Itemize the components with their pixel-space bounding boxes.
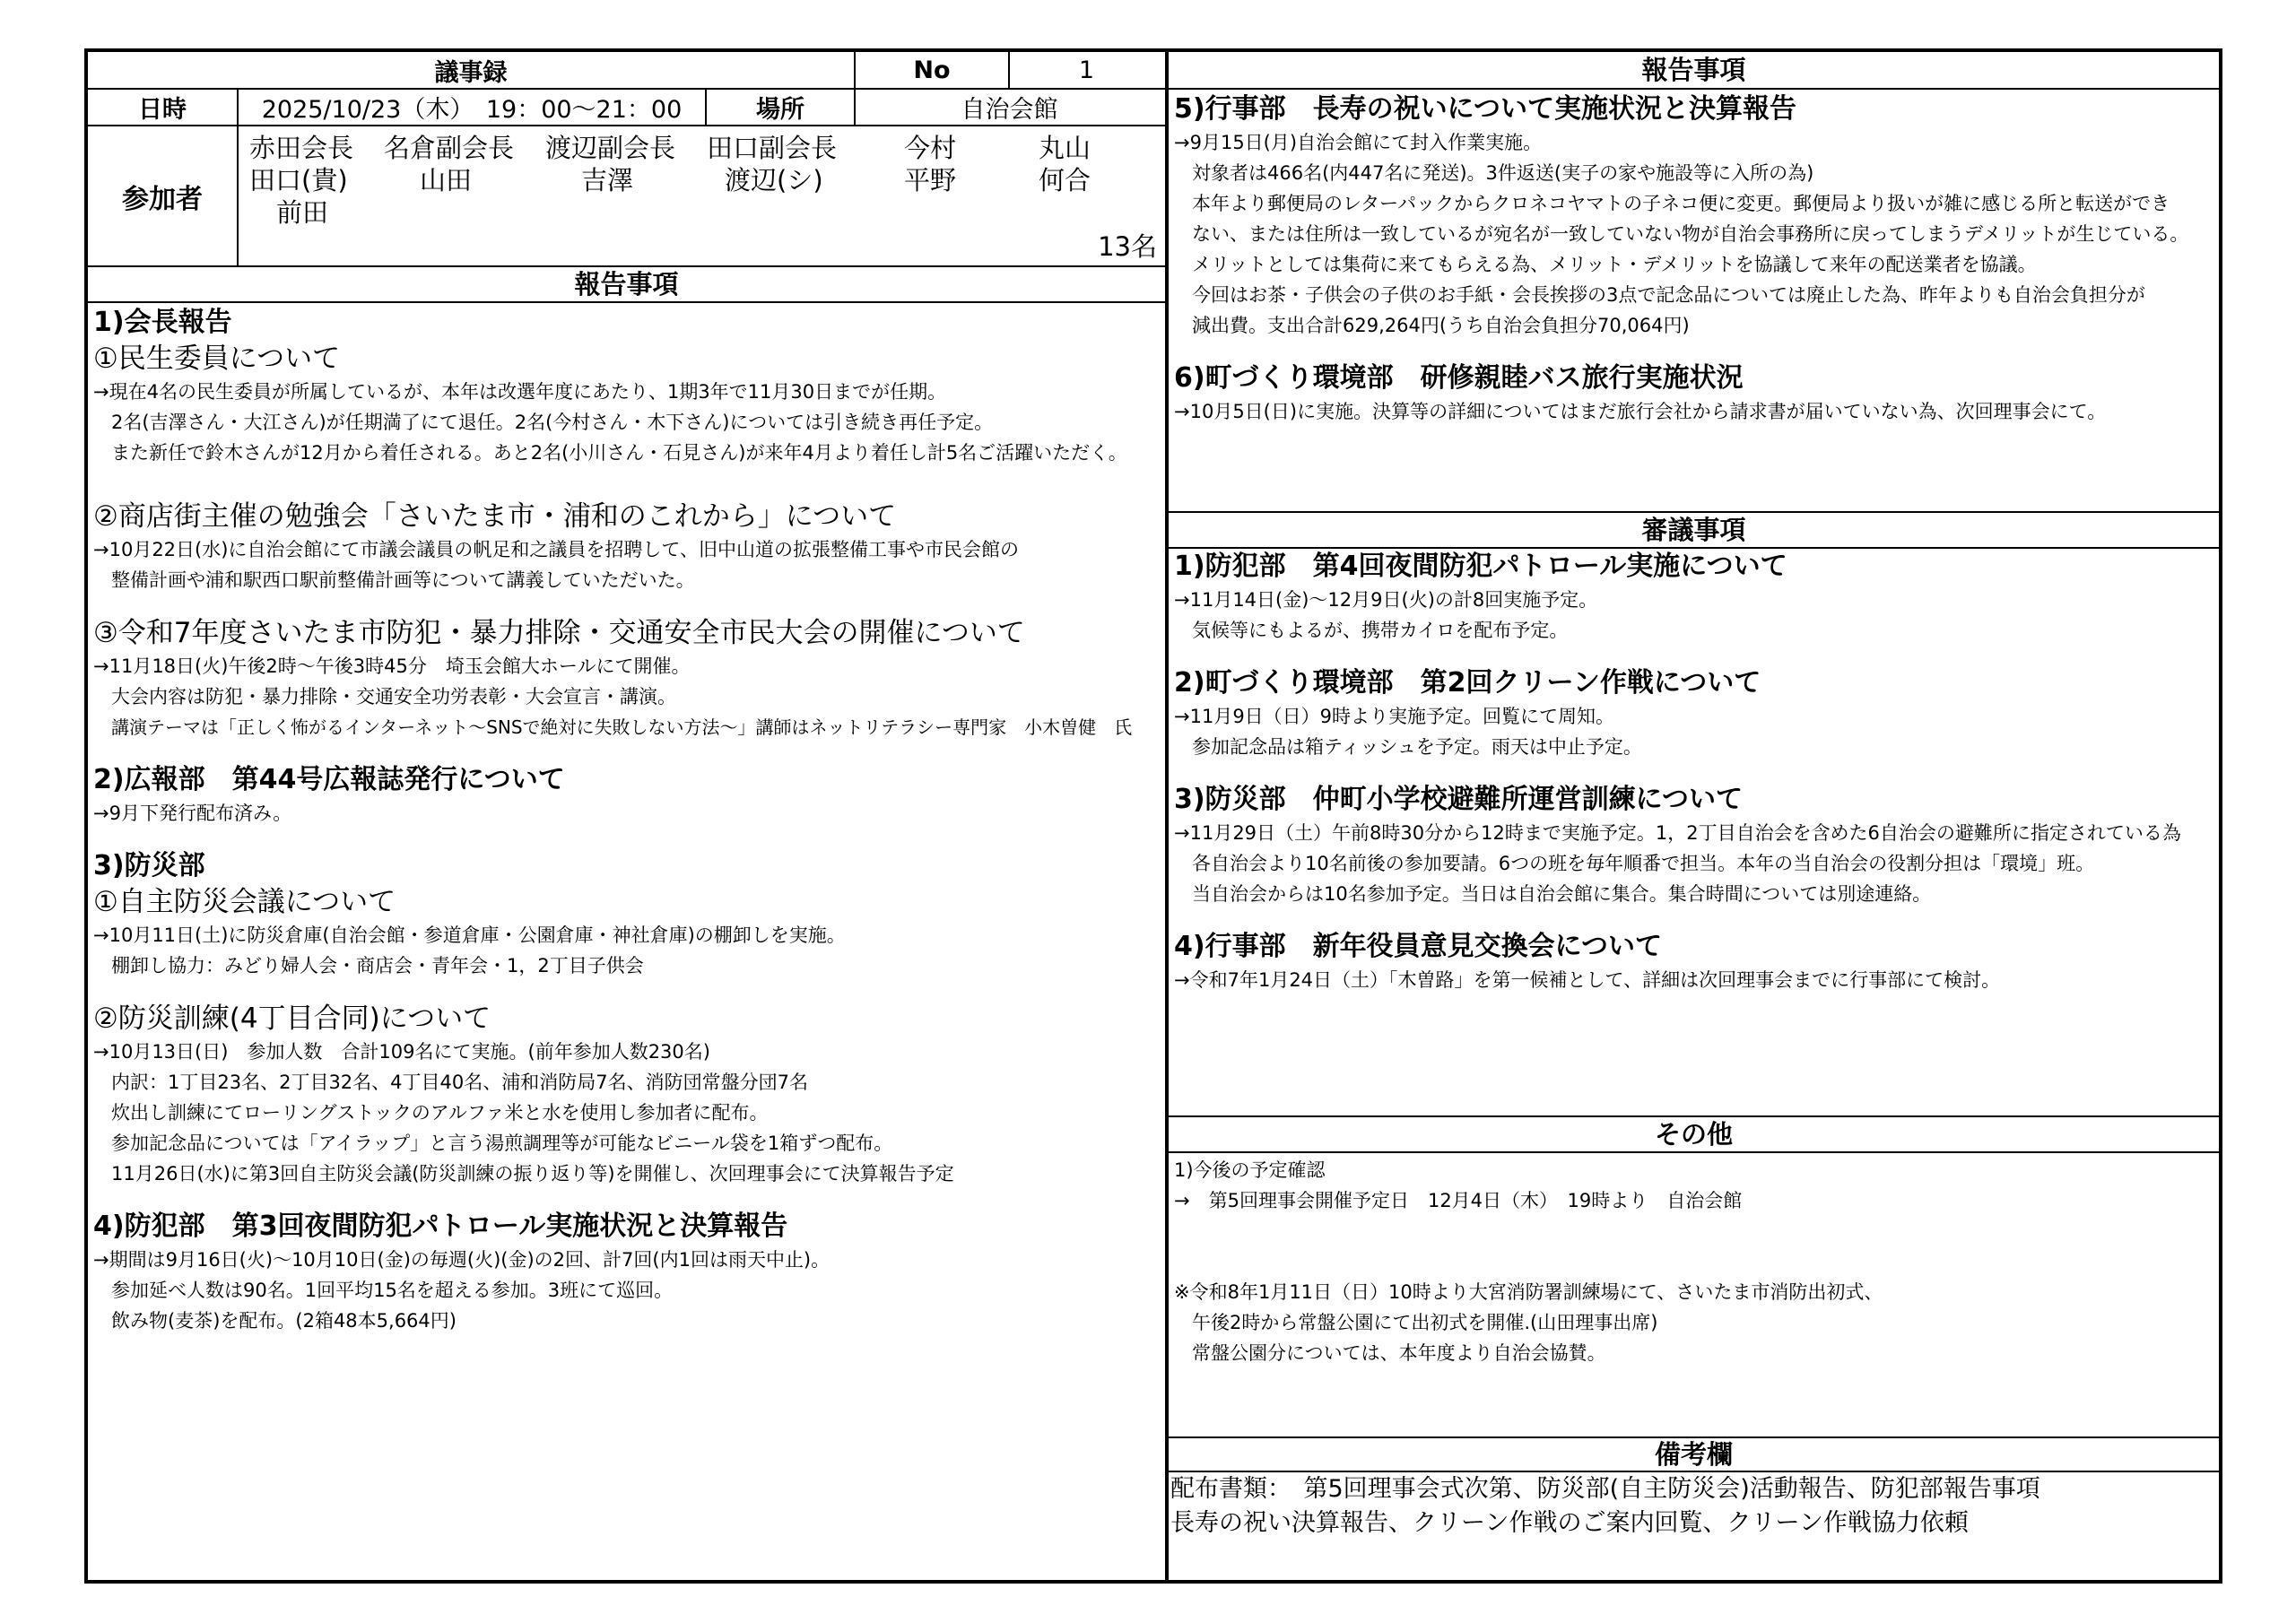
participant: 田口(貴)	[249, 165, 348, 195]
body-line: →11月29日（土）午前8時30分から12時まで実施予定。1，2丁目自治会を含めた6自治会の避難所に指定されている為	[1174, 822, 2181, 844]
participants-row	[249, 196, 1128, 229]
body-line: →9月下発行配布済み。	[93, 803, 292, 824]
body-line: 各自治会より10名前後の参加要請。6つの班を毎年順番で担当。本年の当自治会の役割分担は「環境」班。	[1192, 853, 2095, 874]
body-line: 大会内容は防犯・暴力排除・交通安全功労表彰・大会宣言・講演。	[111, 686, 676, 707]
participant: 田口副会長	[707, 133, 838, 163]
body-line: また新任で鈴木さんが12月から着任される。あと2名(小川さん・石見さん)が来年4月より着任し計5名ご活躍いただく。	[111, 442, 1127, 464]
note-line: 常盤公園分については、本年度より自治会協賛。	[1192, 1342, 1606, 1364]
body-line: 参加延べ人数は90名。1回平均15名を超える参加。3班にて巡回。	[111, 1280, 674, 1301]
number-value: 1	[1078, 56, 1095, 84]
minutes-frame	[84, 48, 2222, 1584]
section-heading: 3)防災部	[93, 850, 205, 881]
section-heading: 4)行事部 新年役員意見交換会について	[1174, 931, 1662, 962]
report-body	[1174, 91, 2213, 427]
subsection-heading: ②防災訓練(4丁目合同)について	[93, 1002, 491, 1035]
place-label: 場所	[756, 96, 804, 124]
participant: 名倉副会長	[384, 133, 515, 163]
body-line: 11月26日(水)に第3回自主防災会議(防災訓練の振り返り等)を開催し、次回理事会にて決算報告予定	[111, 1163, 954, 1185]
body-line: 気候等にもよるが、携帯カイロを配布予定。	[1192, 620, 1569, 641]
body-line: →11月9日（日）9時より実施予定。回覧にて周知。	[1174, 706, 1615, 727]
number-label: No	[913, 56, 951, 84]
date-label: 日時	[138, 96, 187, 124]
body-line: →令和7年1月24日（土）「木曽路」を第一候補として、詳細は次回理事会までに行事部にて検討。	[1174, 969, 2001, 991]
participant: 吉澤	[581, 165, 634, 195]
participant: 渡辺副会長	[545, 133, 676, 163]
body-line: →10月22日(水)に自治会館にて市議会議員の帆足和之議員を招聘して、旧中山道の拡張整備工事や市民会館の	[93, 539, 1020, 560]
participant: 平野	[904, 165, 957, 195]
body-line: →11月14日(金)～12月9日(火)の計8回実施予定。	[1174, 589, 1598, 611]
left-column	[88, 52, 1169, 1580]
participants-count: 13名	[1098, 231, 1157, 262]
participants-row	[249, 164, 1128, 196]
body-line: 対象者は466名(内447名に発送)。3件返送(実子の家や施設等に入所の為)	[1192, 162, 1814, 184]
note-line: 午後2時から常盤公園にて出初式を開催.(山田理事出席)	[1192, 1312, 1658, 1333]
subsection-heading: ②商店街主催の勉強会「さいたま市・浦和のこれから」について	[93, 500, 897, 533]
body-line: 1)今後の予定確認	[1174, 1159, 1326, 1181]
body-line: →10月13日(日) 参加人数 合計109名にて実施。(前年参加人数230名)	[93, 1041, 710, 1063]
right-column	[1169, 52, 2219, 1580]
participants-rows	[249, 132, 1128, 229]
deliberation-section-title: 審議事項	[1641, 515, 1746, 545]
body-line: 今回はお茶・子供会の子供のお手紙・会長挨拶の3点で記念品については廃止した為、昨年よりも自治会負担分が	[1192, 284, 2145, 306]
participant: 山田	[420, 165, 473, 195]
participant: 丸山	[1039, 133, 1091, 163]
left-section-title: 報告事項	[574, 269, 679, 299]
place-value: 自治会館	[961, 96, 1058, 124]
remarks-body	[1170, 1472, 2213, 1541]
body-line: →11月18日(火)午後2時～午後3時45分 埼玉会館大ホールにて開催。	[93, 655, 691, 677]
body-line: →期間は9月16日(火)～10月10日(金)の毎週(火)(金)の2回、計7回(内1回は雨天中止)。	[93, 1249, 831, 1271]
date-value: 2025/10/23（木） 19：00～21：00	[261, 96, 683, 124]
body-line: メリットとしては集荷に来てもらえる為、メリット・デメリットを協議して来年の配送業者を協議。	[1192, 254, 2037, 275]
section-heading: 6)町づくり環境部 研修親睦バス旅行実施状況	[1174, 362, 1744, 394]
body-line: →10月5日(日)に実施。決算等の詳細についてはまだ旅行会社から請求書が届いていない為、次回理事会にて。	[1174, 401, 2107, 422]
body-line: 炊出し訓練にてローリングストックのアルファ米と水を使用し参加者に配布。	[111, 1102, 769, 1124]
participant: 何合	[1039, 165, 1091, 195]
body-line: 参加記念品については「アイラップ」と言う湯煎調理等が可能なビニール袋を1箱ずつ配布。	[111, 1133, 893, 1154]
section-heading: 1)防犯部 第4回夜間防犯パトロール実施について	[1174, 551, 1787, 582]
other-section-title: その他	[1654, 1119, 1733, 1150]
body-line: 飲み物(麦茶)を配布。(2箱48本5,664円)	[111, 1310, 457, 1332]
other-body	[1174, 1155, 2213, 1368]
left-body	[93, 305, 1160, 1336]
body-line: 本年より郵便局のレターパックからクロネコヤマトの子ネコ便に変更。郵便局より扱いが雑に感じる所と転送ができ	[1192, 193, 2170, 214]
remarks-line: 長寿の祝い決算報告、クリーン作戦のご案内回覧、クリーン作戦協力依頼	[1170, 1509, 1969, 1537]
body-line: 2名(吉澤さん・大江さん)が任期満了にて退任。2名(今村さん・木下さん)については引き続き再任予定。	[111, 412, 994, 433]
body-line: → 第5回理事会開催予定日 12月4日（木） 19時より 自治会館	[1174, 1190, 1743, 1211]
participants-list	[240, 126, 1161, 265]
body-line: 整備計画や浦和駅西口駅前整備計画等について講義していただいた。	[111, 569, 695, 591]
body-line: 講演テーマは「正しく怖がるインターネット～SNSで絶対に失敗しない方法～」講師はネットリテラシー専門家 小木曽健 氏	[111, 716, 1133, 738]
body-line: ない、または住所は一致しているが宛名が一致していない物が自治会事務所に戻ってしまうデメリットが生じている。	[1192, 223, 2189, 245]
body-line: 棚卸し協力：みどり婦人会・商店会・青年会・1，2丁目子供会	[111, 955, 644, 976]
body-line: 減出費。支出合計629,264円(うち自治会負担分70,064円)	[1192, 315, 1690, 336]
report-section-title: 報告事項	[1641, 55, 1746, 85]
section-heading: 2)町づくり環境部 第2回クリーン作戦について	[1174, 667, 1761, 699]
body-line: 参加記念品は箱ティッシュを予定。雨天は中止予定。	[1192, 736, 1642, 758]
section-heading: 5)行事部 長寿の祝いについて実施状況と決算報告	[1174, 93, 1796, 125]
participants-row	[249, 132, 1128, 164]
deliberation-body	[1174, 549, 2213, 995]
body-line: 内訳：1丁目23名、2丁目32名、4丁目40名、浦和消防局7名、消防団常盤分団7名	[111, 1072, 808, 1093]
document-title: 議事録	[434, 58, 508, 87]
subsection-heading: ①自主防災会議について	[93, 886, 396, 918]
note-line: ※令和8年1月11日（日）10時より大宮消防署訓練場にて、さいたま市消防出初式、	[1174, 1281, 1883, 1303]
remarks-section-title: 備考欄	[1654, 1439, 1733, 1470]
body-line: →現在4名の民生委員が所属しているが、本年は改選年度にあたり、1期3年で11月30日までが任期。	[93, 381, 947, 403]
subsection-heading: ③令和7年度さいたま市防犯・暴力排除・交通安全市民大会の開催について	[93, 617, 1025, 649]
subsection-heading: ①民生委員について	[93, 343, 341, 375]
participant: 前田	[276, 197, 329, 228]
participants-label: 参加者	[122, 183, 203, 215]
body-line: →10月11日(土)に防災倉庫(自治会館・参道倉庫・公園倉庫・神社倉庫)の棚卸しを実施。	[93, 924, 846, 946]
body-line: →9月15日(月)自治会館にて封入作業実施。	[1174, 132, 1543, 153]
participant: 赤田会長	[249, 133, 354, 163]
section-heading: 1)会長報告	[93, 307, 232, 338]
body-line: 当自治会からは10名参加予定。当日は自治会館に集合。集合時間については別途連絡。	[1192, 883, 1932, 905]
remarks-line: 配布書類： 第5回理事会式次第、防災部(自主防災会)活動報告、防犯部報告事項	[1170, 1475, 2040, 1503]
section-heading: 3)防災部 仲町小学校避難所運営訓練について	[1174, 784, 1743, 815]
participant: 渡辺(シ)	[725, 165, 823, 195]
participant: 今村	[904, 133, 957, 163]
section-heading: 4)防犯部 第3回夜間防犯パトロール実施状況と決算報告	[93, 1211, 788, 1242]
section-heading: 2)広報部 第44号広報誌発行について	[93, 764, 565, 795]
